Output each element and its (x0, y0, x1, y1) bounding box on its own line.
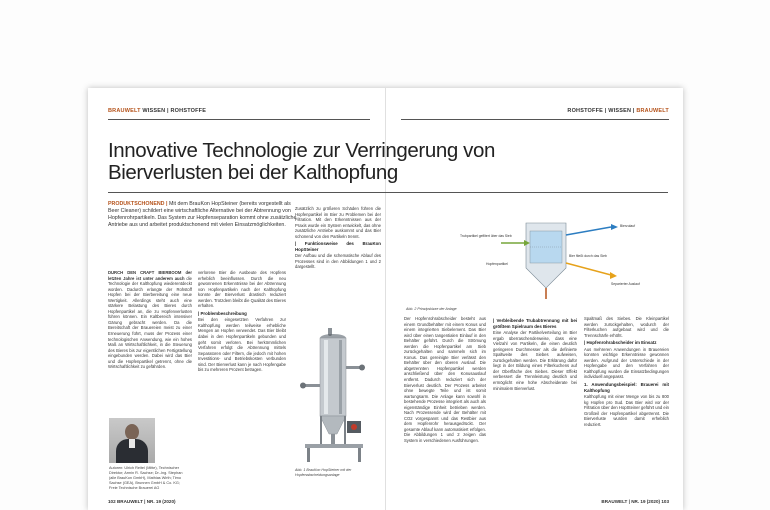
column-4-lower (404, 316, 486, 492)
header-right (567, 108, 669, 117)
column-4-text: Der Hopfenrohrabscheider besteht aus einem Grundbehälter mit einem Konus und einem integrierten Siebelement. Das Bier wird über einen tangentialen Einlauf in den Behälter geführt. Durch die Strömung werden die Hopfenpartikel am Sieb zurückgehalten und sammeln sich im Konus. Das gereinigte Bier verlässt den Behälter über den oberen Auslauf. Die abgetrennten Hopfenpartikel werden anschließend über den Konusauslauf entfernt. Dadurch reduziert sich der Bierverlust deutlich. Der Prozess arbeitet ohne bewegte Teile und ist somit wartungsarm. Die Anlage kann sowohl in bestehende Prozesse integriert als auch als eigenständige Einheit betrieben werden. Nach Prozessende wird der Behälter mit CO2 vorgespannt und das Restbier aus dem Hopfenrohr herausgedrückt. Der gesamte Ablauf kann automatisiert erfolgen. Die Abbildungen 1 und 2 zeigen das System in verschiedenen Ausführungen. (404, 316, 486, 444)
header-right-category: ROHSTOFFE | WISSEN | (567, 108, 635, 114)
footer-left: 102 BRAUWELT | NR. 19 (2020) (108, 499, 176, 504)
schematic-label-low-right: Separierter Auslauf (611, 282, 640, 286)
column-6 (584, 316, 669, 492)
header-left (108, 108, 206, 117)
column-5 (493, 316, 577, 492)
article-teaser (108, 201, 303, 229)
schematic-label-mid-left: Hopfenpartikel (486, 262, 508, 266)
column-3-text-2: Der Aufbau und die schematische Ablauf des Prozesses sind in den Abbildungen 1 und 2 dargestellt. (295, 253, 381, 270)
header-right-section: BRAUWELT (636, 108, 669, 114)
figure-1-caption: Abb. 1 BrauKon HopSteiner mit der Hopfenabscheidungsanlage (295, 468, 352, 477)
author-photo (109, 418, 155, 463)
column-5-text: Eine Analyse der Partikelverteilung im Bier ergab überraschenderweise, dass eine Vielzahl von Partikeln, die einen deutlich geringeren Durchmesser als die definierte Spaltweite des Siebes aufweisen, zurückgehalten werden. Die Erklärung dafür liegt in der Bildung eines Filterkuchens auf der Oberfläche des Siebes. Dieser Effekt verbessert die Trennleistung deutlich und ermöglicht eine hohe Abscheiderate bei minimalem Bierverlust. (493, 330, 577, 391)
header-left-category: WISSEN | ROHSTOFFE (142, 108, 207, 114)
column-2 (198, 270, 286, 492)
column-2-heading: | Problembeschreibung (198, 310, 247, 316)
header-rule-left (108, 119, 370, 120)
column-6-text-3: Kalthopfung mit einer Menge von bis zu 800 kg Hopfen pro Sud. Das Bier wird vor der Filtration über den HopSteiner geführt und ein Großteil der Hopfenpartikel abgetrennt. Die Bierverluste wurden damit erheblich reduziert. (584, 394, 669, 427)
schematic-label-top-left: Trubpartikel gefiltert über das Sieb (460, 234, 512, 238)
column-6-heading-1: | Hopfenrohrabscheider im Einsatz (584, 340, 657, 346)
column-1-lead: DURCH DEN CRAFT BIERBOOM der letzten Jahre ist unter anderem auch (108, 270, 192, 281)
article-title: Innovative Technologie zur Verringerung von Bierverlusten bei der Kalthopfung (108, 139, 495, 184)
hop-separator-figure (295, 326, 375, 466)
column-1 (108, 270, 192, 416)
column-6-text-1: Spaltmaß des Siebes. Die Kleinpartikel werden zurückgehalten, wodurch der Filterkuchen aufgebaut wird und die Trennschärfe erhöht. (584, 316, 669, 338)
column-5-heading: | Verbleibende Trubabtrennung mit bei größtem Spielraum des Bieres (493, 318, 577, 329)
footer-right: BRAUWELT | NR. 19 (2020) 103 (601, 499, 669, 504)
schematic-figure (406, 213, 666, 303)
column-3-heading: | Funktionsweise des BrauKon HopSteiner (295, 241, 381, 252)
schematic-label-mid-right: Bier fließt durch das Sieb (569, 254, 607, 258)
column-6-text-2: Aus mehreren Anwendungen in Brauereien konnten wichtige Erkenntnisse gewonnen werden. Aufgrund der Unterschiede in der Hopfengabe und den Verfahren der Kalthopfung wurden die Einsatzbedingungen individuell angepasst. (584, 346, 669, 380)
column-3-text-1: Zusätzlich zu größeren Schäden führen die Hopfenpartikel im Bier zu Problemen bei der Filtration. Mit den Erkenntnissen aus der Praxis wurde ein System entwickelt, das ohne zusätzliche Antriebe auskommt und das Bier schonend von den Partikeln trennt. (295, 206, 381, 239)
header-left-section: BRAUWELT (108, 108, 141, 114)
teaser-text: Mit dem BrauKon HopSteiner (bereits vorgestellt als Beer Cleaner) schildert eine wirtschaftliche Alternative bei der Abtrennung von Hopfenrohrpartikeln. Das System zur Hopfenseparation kommt ohne zusätzliche Antriebe aus und arbeitet produktschonend mit vielen Einsatzmöglichkeiten. (108, 201, 297, 229)
title-rule (108, 192, 668, 193)
column-1-text: die Technologie der Kalthopfung wiederentdeckt worden. Dadurch erlangte der Rohstoff Hopfen bei der Bierbereitung eine neue Wertigkeit. Allerdings steht auch eine stärkere Belastung des Bieres durch Hopfenpartikel an, die zu Hopfenverlusten führen können. Ein Kaltbereich intensiver Gärung gebracht werden. Da die Bereitschaft der Brauereien meist zu einer Erneuerung führt, muss der Prozess einer technologischen Anwendung, wie ein hohes Maß an Wirtschaftlichkeit, in die Steuerung des Bieres bis zur eigentlichen Fertigstellung eingebunden werden. Dabei wird das Bier und die Hopfenpartikel getrennt, ohne die Wirtschaftlichkeit zu gefährden. (108, 275, 192, 370)
figure-2-caption: Abb. 2 Prinzipskizze der Anlage (406, 307, 457, 311)
teaser-kicker: PRODUKTSCHONEND | (108, 201, 168, 207)
author-caption: Autoren: Ulrich Reitel (Mitte), Technischer Direktor; Armin R. Sachse; Dr.-Ing. Stephan (alle BrauKon GmbH), Mathias Wirth; Timo Sachse (GEA), Brunnen GmbH & Co. KG; Freie Technische Brauerei AG (109, 466, 183, 490)
schematic-label-top-right: Bierzulauf (620, 224, 636, 228)
column-2-text-1: verlorene Bier die Ausbeute des Hopfens erheblich beeinflussen. Durch die neu gewonnenen Erkenntnisse bei der Abtrennung von Hopfenpartikeln nach der Kalthopfung konnte der Bierverlust drastisch reduziert werden. Trotzdem bleibt die Qualität des Bieres erhalten. (198, 270, 286, 309)
column-3 (295, 206, 381, 321)
magazine-spread (88, 88, 683, 510)
column-6-heading-2: 1. Anwendungsbeispiel: Brauerei mit Kalthopfung (584, 382, 669, 393)
column-2-text-2: Bei den eingesetzten Verfahren zur Kalthopfung werden teilweise erhebliche Mengen an Hopfen verwendet. Das Bier bleibt dabei in den Hopfenpartikeln gebunden und geht somit verloren. Bei herkömmlichen Verfahren erfolgt die Abtrennung mittels Separatoren oder Filtern, die jedoch mit hohen Investitions- und Betriebskosten verbunden sind. Der Bierverlust kann je nach Hopfengabe bis zu mehreren Prozent betragen. (198, 317, 286, 373)
header-rule-right (401, 119, 669, 120)
